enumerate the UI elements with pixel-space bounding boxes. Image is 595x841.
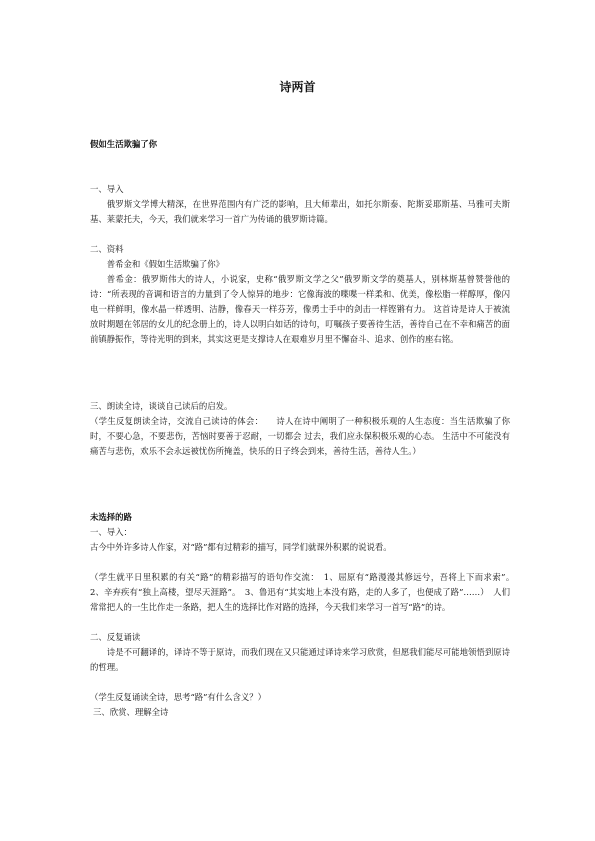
poem1-section3-title: 三、朗读全诗，谈谈自己读后的启发。 [90, 401, 233, 411]
poem1-section1-title: 一、导入 [90, 184, 124, 194]
poem2-section1-paragraph: 古今中外许多诗人作家，对“路”都有过精彩的描写，同学们就课外积累的说说看。 [90, 542, 392, 552]
poem2-heading: 未选择的路 [90, 512, 132, 522]
poem1-section2-paragraph: 普希金：俄罗斯伟大的诗人，小说家，史称“俄罗斯文学之父”俄罗斯文学的奠基人，别林斯基曾赞誉他的诗：“所表现的音调和语言的力量到了令人惊异的地步：它像海波的喋喋一样柔和、优美，像松脂一样醇厚，像闪电一样鲜明，像水晶一样透明、洁静，像春天一样芬芳，像勇士手中的剑击一样铿锵有力。 这首诗是诗人于被流放时期题在邻居的女儿的纪念册上的，诗人以明白如话的诗句，叮嘱孩子要善待生活，善待自己在不幸和痛苦的面前镇静振作，等待光明的到来，其实这更是支撑诗人在艰难岁月里不懈奋斗、追求、创作的座右铭。 [90, 274, 510, 344]
poem1-section3-paragraph: （学生反复朗读全诗，交流自己读诗的体会： 诗人在诗中阐明了一种积极乐观的人生态度：当生活欺骗了你时，不要心急，不要悲伤，苦恼时要善于忍耐，一切都会 过去，我们应永保积极乐观的心态。 生活中不可能没有痛苦与悲伤，欢乐不会永远被忧伤所掩盖，快乐的日子终会到来，善待生活，善待人生。） [90, 416, 510, 456]
poem2-section2-note: （学生反复诵读全诗，思考“路”有什么含义？） [90, 692, 267, 702]
poem2-section2-title: 二、反复诵读 [90, 632, 141, 642]
poem1-section1-paragraph: 俄罗斯文学博大精深，在世界范围内有广泛的影响，且大师辈出，如托尔斯泰、陀斯妥耶斯基、马雅可夫斯基、莱蒙托夫，今天，我们就来学习一首广为传诵的俄罗斯诗篇。 [90, 199, 510, 224]
poem2-section1-title: 一、导入： [90, 527, 132, 537]
poem2-section2-paragraph: 诗是不可翻译的，译诗不等于原诗，而我们现在又只能通过译诗来学习欣赏，但愿我们能尽可能地领悟到原诗的哲理。 [90, 647, 510, 672]
poem2-section3-title: 三、欣赏、理解全诗 [93, 707, 169, 717]
poem2-section1-note: （学生就平日里积累的有关“路”的精彩描写的语句作交流： 1、屈原有“路漫漫其修远兮，吾将上下而求索”。 2、辛弃疾有“独上高楼，望尽天涯路”。 3、鲁迅有“其实地上本没有路，走的人多了，也便成了路”……） 人们常常把人的一生比作走一条路，把人生的选择比作对路的选择，今天我们来学习一首写“路”的诗。 [90, 572, 519, 612]
poem1-section2-subtitle: 普希金和《假如生活欺骗了你》 [106, 259, 225, 269]
poem1-heading: 假如生活欺骗了你 [90, 139, 157, 149]
page-title: 诗两首 [279, 80, 316, 94]
poem1-section2-title: 二、资料 [90, 244, 124, 254]
